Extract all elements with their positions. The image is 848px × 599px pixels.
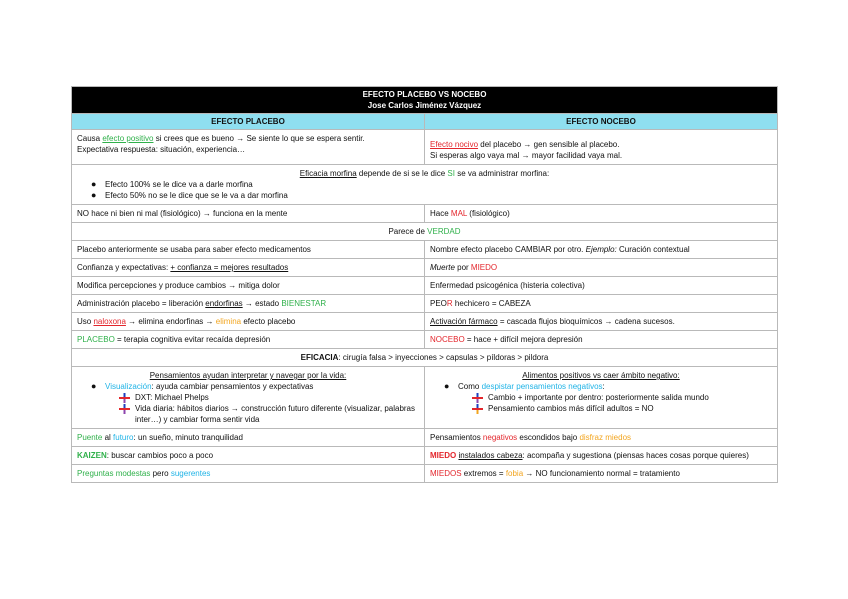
- table-row: [72, 241, 778, 259]
- text: naloxona: [93, 317, 126, 326]
- text: depende de si se le dice: [356, 169, 448, 178]
- table-row: [72, 295, 778, 313]
- text: : un sueño, minuto tranquilidad: [133, 433, 243, 442]
- text: → estado: [242, 299, 282, 308]
- text: : ayuda cambiar pensamientos y expectativas: [151, 382, 314, 391]
- text: Causa: [77, 134, 103, 143]
- text: Hace: [430, 209, 451, 218]
- text: al: [102, 433, 114, 442]
- text: del placebo → gen sensible al placebo.: [478, 140, 620, 149]
- doc-title: EFECTO PLACEBO VS NOCEBO: [362, 90, 487, 99]
- text: despistar pensamientos negativos: [481, 382, 603, 391]
- text: Si esperas algo vaya mal → mayor facilidad vaya mal.: [430, 151, 623, 160]
- doc-author: Jose Carlos Jiménez Vázquez: [367, 101, 482, 110]
- list-item: [472, 392, 772, 403]
- text: hechicero = CABEZA: [452, 299, 531, 308]
- text: elimina: [215, 317, 242, 326]
- text: BIENESTAR: [281, 299, 327, 308]
- text: Confianza y expectativas:: [77, 263, 171, 272]
- text: Alimentos positivos vs caer ámbito negativo:: [522, 371, 680, 380]
- text: PEO: [430, 299, 447, 308]
- list-item: ● Efecto 50% no se le dice que se le va a dar morfina: [91, 190, 288, 200]
- text: Eficacia morfina: [299, 169, 357, 178]
- text: NO hace ni bien ni mal (fisiológico) → funciona en la mente: [72, 205, 425, 223]
- text: instalados cabeza: [458, 451, 523, 460]
- text: R: [446, 299, 453, 308]
- text: Pensamientos ayudan interpretar y navegar por la vida:: [149, 371, 347, 380]
- text: negativos: [482, 433, 518, 442]
- table-row: [72, 205, 778, 223]
- text: PLACEBO: [77, 335, 115, 344]
- text: → NO funcionamiento normal = tratamiento: [523, 469, 680, 478]
- arrow-bullet-icon: [119, 392, 135, 403]
- list-item: [119, 403, 419, 425]
- text: Enfermedad psicogénica (histeria colectiva): [425, 277, 778, 295]
- list-item: [119, 392, 419, 403]
- table-row: [72, 277, 778, 295]
- text: Pensamiento cambios más difícil adultos = NO: [488, 404, 654, 413]
- text: Expectativa respuesta: situación, experiencia…: [77, 145, 246, 154]
- text: Puente: [77, 433, 103, 442]
- text: Visualización: [105, 382, 152, 391]
- column-header-nocebo: EFECTO NOCEBO: [425, 114, 778, 130]
- text: Administración placebo = liberación: [77, 299, 206, 308]
- list-item: ● Efecto 100% se le dice va a darle morfina: [91, 179, 253, 189]
- text: MIEDO: [430, 451, 457, 460]
- table-row: [72, 130, 778, 165]
- table-row: [72, 331, 778, 349]
- list-item: ● Como despistar pensamientos negativos:: [444, 381, 605, 391]
- table-row: [72, 367, 778, 429]
- text: Parece de: [388, 227, 428, 236]
- text: :: [602, 382, 605, 391]
- arrow-bullet-icon: [472, 403, 488, 414]
- text: Como: [458, 382, 482, 391]
- text: endorfinas: [205, 299, 243, 308]
- text: Muerte: [430, 263, 455, 272]
- text: + confianza = mejores resultados: [170, 263, 289, 272]
- table-row: [72, 259, 778, 277]
- table-row: [72, 447, 778, 465]
- text: pero: [150, 469, 171, 478]
- text: MIEDOS: [430, 469, 462, 478]
- column-header-placebo: EFECTO PLACEBO: [72, 114, 425, 130]
- text: extremos =: [461, 469, 506, 478]
- text: = terapia cognitiva evitar recaída depresión: [114, 335, 271, 344]
- text: Modifica percepciones y produce cambios → mitiga dolor: [72, 277, 425, 295]
- document-table: [71, 86, 777, 483]
- table-row: [72, 165, 778, 205]
- text: Preguntas modestas: [77, 469, 151, 478]
- table-row: [72, 313, 778, 331]
- text: NOCEBO: [430, 335, 465, 344]
- text: KAIZEN: [77, 451, 107, 460]
- text: Efecto 100% se le dice va a darle morfina: [105, 180, 253, 189]
- text: Curación contextual: [616, 245, 690, 254]
- title-row: [72, 87, 778, 114]
- table-row: [72, 465, 778, 483]
- text: si crees que es bueno → Se siente lo que se espera sentir.: [153, 134, 365, 143]
- text: SI: [447, 169, 455, 178]
- list-item: [472, 403, 772, 414]
- text: fobia: [505, 469, 524, 478]
- text: Vida diaria: hábitos diarios → construcción futuro diferente (visualizar, palabras inter…) y cambiar forma sentir vida: [135, 404, 415, 424]
- text: = hace + difícil mejora depresión: [464, 335, 583, 344]
- text: sugerentes: [170, 469, 211, 478]
- arrow-bullet-icon: [119, 403, 135, 414]
- text: : acompaña y sugestiona (piensas haces cosas porque quieres): [522, 451, 749, 460]
- text: Efecto 50% no se le dice que se le va a dar morfina: [105, 191, 288, 200]
- text: EFICACIA: [300, 353, 339, 362]
- text: efecto placebo: [241, 317, 296, 326]
- text: disfraz miedos: [579, 433, 632, 442]
- column-headers: [72, 114, 778, 130]
- text: : cirugía falsa > inyecciones > capsulas > píldoras > pildora: [338, 353, 549, 362]
- efecto-positivo-text: efecto positivo: [102, 134, 154, 143]
- table-row: [72, 223, 778, 241]
- text: VERDAD: [427, 227, 461, 236]
- text: por: [454, 263, 471, 272]
- text: MAL: [450, 209, 468, 218]
- list-item: ● Visualización: ayuda cambiar pensamientos y expectativas: [91, 381, 314, 391]
- text: Pensamientos: [430, 433, 483, 442]
- text: MIEDO: [470, 263, 498, 272]
- text: se va administrar morfina:: [454, 169, 550, 178]
- text: Uso: [77, 317, 94, 326]
- text: futuro: [113, 433, 134, 442]
- text: Ejemplo:: [585, 245, 617, 254]
- text: escondidos bajo: [517, 433, 580, 442]
- text: Cambio + importante por dentro: posteriormente salida mundo: [488, 393, 709, 402]
- text: (fisiológico): [467, 209, 510, 218]
- table-row: [72, 429, 778, 447]
- arrow-bullet-icon: [472, 392, 488, 403]
- text: = cascada flujos bioquímicos → cadena sucesos.: [497, 317, 675, 326]
- text: Placebo anteriormente se usaba para saber efecto medicamentos: [72, 241, 425, 259]
- text: DXT: Michael Phelps: [135, 393, 209, 402]
- text: Nombre efecto placebo CAMBIAR por otro.: [430, 245, 586, 254]
- table-row: [72, 349, 778, 367]
- efecto-nocivo-text: Efecto nocivo: [430, 140, 479, 149]
- text: → elimina endorfinas →: [125, 317, 216, 326]
- text: : buscar cambios poco a poco: [106, 451, 214, 460]
- text: Activación fármaco: [430, 317, 498, 326]
